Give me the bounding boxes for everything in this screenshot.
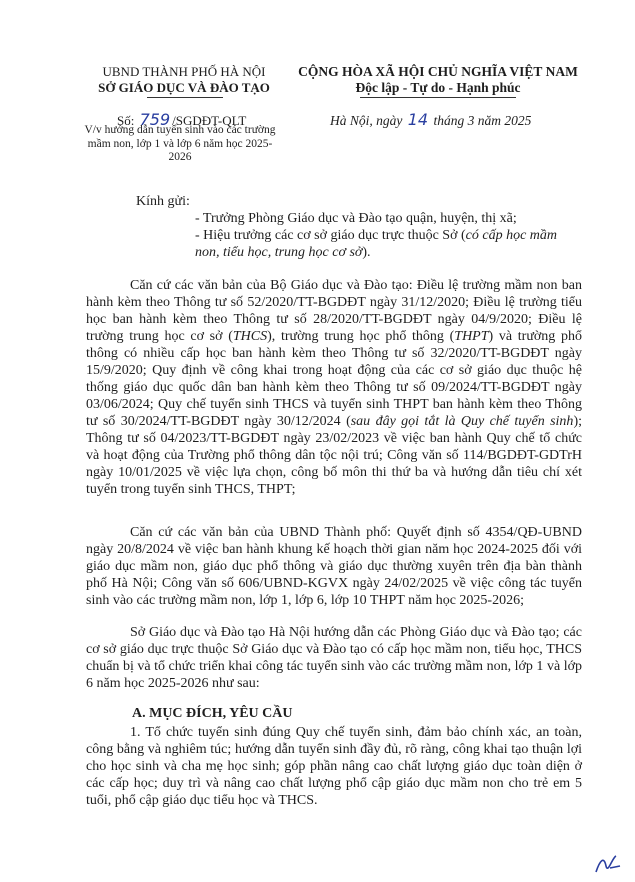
date-day-handwritten: 14: [407, 110, 429, 129]
p1-text-d: ); Thông tư số 04/2023/TT-BGDĐT ngày 23/02/2023 về việc ban hành Quy chế tổ chức và hoạt động của Trường phổ thông dân tộc nội trú; Công văn số 114/BGDĐT-GDTrH ngày 10/01/2025 về việc lựa chọn, công bố môn thi thứ ba và hướng dẫn tiêu chí xét tuyển trong tuyển sinh THCS, THPT;: [86, 414, 582, 497]
p4-text: 1. Tổ chức tuyển sinh đúng Quy chế tuyển sinh, đảm bảo chính xác, an toàn, công bằng và nghiêm túc; hướng dẫn tuyển sinh đầy đủ, rõ ràng, công khai tạo thuận lợi cho học sinh và cha mẹ học sinh; góp phần nâng cao chất lượng giáo dục toàn diện ở các cấp học; duy trì và nâng cao chất lượng phổ cập giáo dục mầm non cho trẻ em 5 tuổi, phổ cập giáo dục tiểu học và THCS.: [86, 725, 582, 808]
addressee-label: Kính gửi:: [136, 194, 190, 209]
p3-text: Sở Giáo dục và Đào tạo Hà Nội hướng dẫn các Phòng Giáo dục và Đào tạo; các cơ sở giáo dục trực thuộc Sở Giáo dục và Đào tạo có cấp học mầm non, tiểu học, THCS chuẩn bị và tổ chức triển khai công tác tuyển sinh vào các trường mầm non, lớp 1 và lớp 6 năm học 2025-2026 như sau:: [86, 625, 582, 691]
national-header: [286, 64, 590, 96]
date-suffix: tháng 3 năm 2025: [433, 113, 532, 128]
p1-thcs: THCS: [232, 329, 268, 344]
doc-number-suffix: /SGDĐT-QLT: [172, 113, 247, 128]
motto-underline: [360, 97, 516, 98]
national-motto: Độc lập - Tự do - Hạnh phúc: [355, 80, 521, 95]
doc-number-prefix: Số:: [117, 113, 135, 128]
document-subject: V/v hướng dẫn tuyển sinh vào các trường mầm non, lớp 1 và lớp 6 năm học 2025-2026: [84, 124, 276, 163]
handwritten-initial-mark: [592, 852, 624, 876]
issuing-agency: [88, 64, 280, 96]
p1-note: sau đây gọi tắt là Quy chế tuyển sinh: [350, 414, 574, 429]
national-title: CỘNG HÒA XÃ HỘI CHỦ NGHĨA VIỆT NAM: [298, 64, 578, 79]
p1-text-c: ) và trường phổ thông có nhiều cấp học ban hành kèm theo Thông tư số 32/2020/TT-BGDĐT ngày 15/9/2020; Quy định về công khai trong hoạt động của các cơ sở giáo dục thuộc hệ thống giáo dục quốc dân ban hành kèm theo Thông tư số 09/2024/TT-BGDĐT ngày 03/06/2024; Quy chế tuyển sinh THCS và tuyển sinh THPT ban hành kèm theo Thông tư số 30/2024/TT-BGDĐT ngày 30/12/2024 (: [86, 329, 582, 429]
date-prefix: Hà Nội, ngày: [330, 113, 403, 128]
recipient-1: - Trưởng Phòng Giáo dục và Đào tạo quận, huyện, thị xã;: [195, 211, 517, 226]
p1-text-b: ), trường trung học phổ thông (: [267, 329, 455, 344]
paragraph-objective-1: [86, 724, 582, 809]
agency-underline: [147, 97, 223, 98]
paragraph-legal-basis-ministry: [86, 277, 582, 498]
recipient-2: [195, 227, 585, 261]
section-heading-a: A. MỤC ĐÍCH, YÊU CẦU: [132, 706, 293, 721]
paragraph-legal-basis-city: [86, 524, 582, 609]
document-date: [330, 110, 531, 129]
recipient-2-italic: có cấp học mầm non, tiểu học, trung học cơ sở: [195, 228, 558, 260]
p1-thpt: THPT: [454, 329, 489, 344]
doc-number-handwritten: 759: [139, 110, 171, 129]
p1-text-a: Căn cứ các văn bản của Bộ Giáo dục và Đào tạo: Điều lệ trường mầm non ban hành kèm theo Thông tư số 52/2020/TT-BGDĐT ngày 31/12/2020; Điều lệ trường tiểu học ban hành kèm theo Thông tư số 28/2020/TT-BGDĐT ngày 04/9/2020; Điều lệ trường trung học cơ sở (: [86, 278, 582, 344]
agency-parent: UBND THÀNH PHỐ HÀ NỘI: [102, 64, 266, 79]
p2-text: Căn cứ các văn bản của UBND Thành phố: Quyết định số 4354/QĐ-UBND ngày 20/8/2024 về việc ban hành khung kế hoạch thời gian năm học 2024-2025 đối với giáo dục mầm non, giáo dục phổ thông và giáo dục thường xuyên trên địa bàn thành phố Hà Nội; Công văn số 606/UBND-KGVX ngày 24/02/2025 về việc công tác tuyển sinh vào các trường mầm non, lớp 1, lớp 6, lớp 10 THPT năm học 2025-2026;: [86, 525, 582, 608]
recipient-2-end: ).: [362, 245, 371, 260]
paragraph-instruction: [86, 624, 582, 692]
agency-name: SỞ GIÁO DỤC VÀ ĐÀO TẠO: [98, 80, 270, 95]
recipient-2-main: - Hiệu trưởng các cơ sở giáo dục trực thuộc Sở (: [195, 228, 466, 243]
